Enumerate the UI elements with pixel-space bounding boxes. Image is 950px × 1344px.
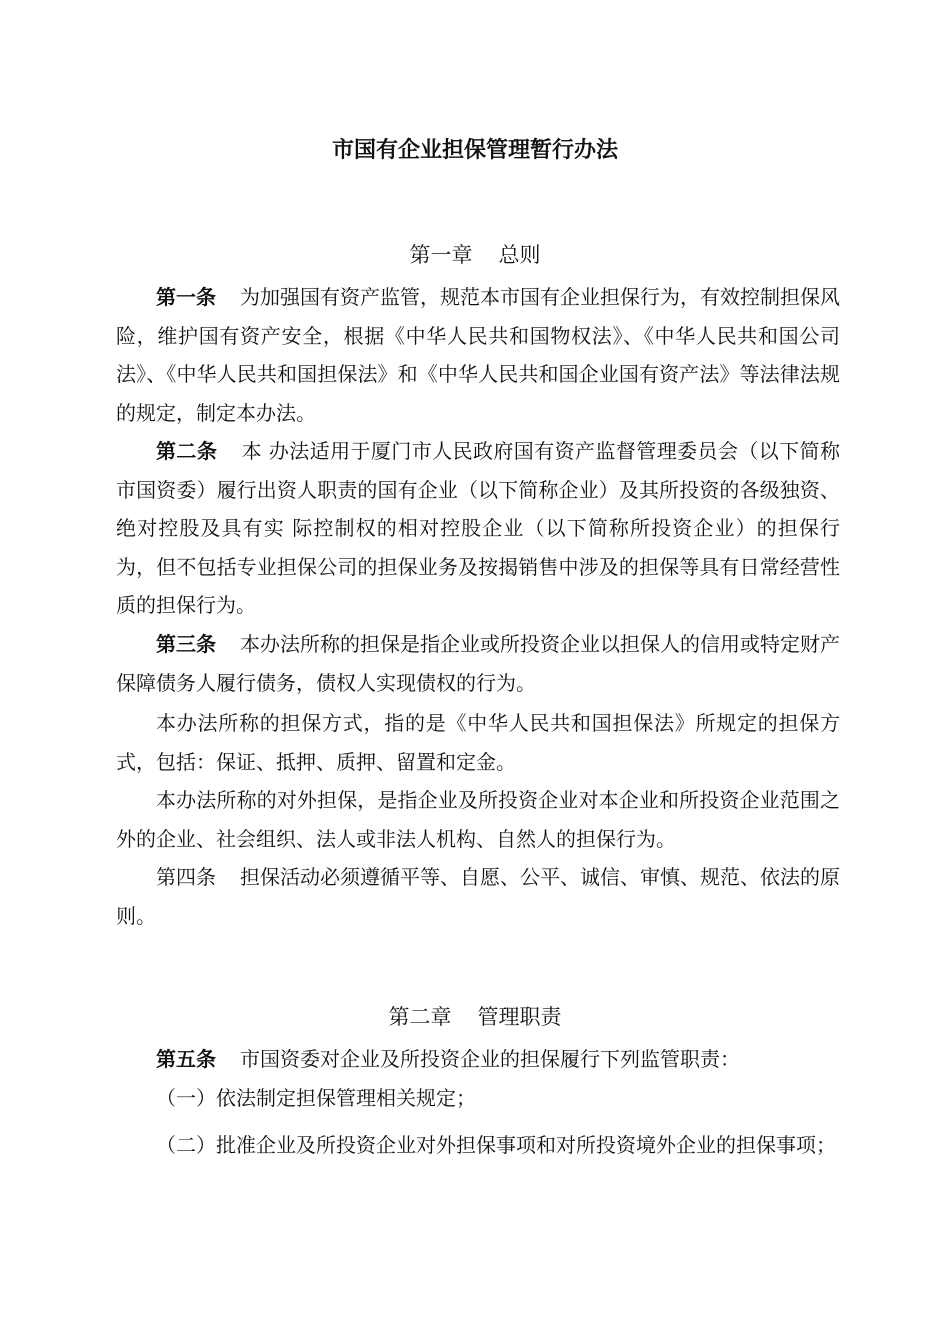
chapter-number: 第一章 [409, 243, 473, 267]
article-text: 本 办法适用于厦门市人民政府国有资产监督管理委员会（以下简称市国资委）履行出资人职责的国有企业（以下简称企业）及其所投资的各级独资、绝对控股及具有实 际控制权的相对控股企业（以下简称所投资企业）的担保行为，但不包括专业担保公司的担保业务及按揭销售中涉及的担保等具有日常经营性质的担保行为。 [116, 439, 841, 617]
article-3-paragraph-2: 本办法所称的担保方式，指的是《中华人民共和国担保法》所规定的担保方式，包括：保证、抵押、质押、留置和定金。 [116, 711, 840, 774]
article-text: 本办法所称的担保是指企业或所投资企业以担保人的信用或特定财产保障债务人履行债务，债权人实现债权的行为。 [116, 632, 840, 695]
article-3-paragraph-3: 本办法所称的对外担保，是指企业及所投资企业对本企业和所投资企业范围之外的企业、社会组织、法人或非法人机构、自然人的担保行为。 [116, 788, 840, 851]
article-text: 市国资委对企业及所投资企业的担保履行下列监管职责： [240, 1047, 740, 1071]
article-5 [116, 1040, 840, 1079]
chapter-name: 管理职责 [477, 1005, 562, 1029]
article-1 [116, 278, 840, 432]
article-4 [116, 858, 840, 935]
chapter-name: 总则 [498, 243, 541, 267]
article-label: 第二条 [156, 439, 218, 463]
article-text: 为加强国有资产监管，规范本市国有企业担保行为，有效控制担保风险，维护国有资产安全，根据《中华人民共和国物权法》、《中华人民共和国公司法》、《中华人民共和国担保法》和《中华人民共和国企业国有资产法》等法律法规的规定，制定本办法。 [116, 285, 840, 425]
article-label: 第三条 [156, 632, 216, 656]
chapter-heading-2 [0, 1001, 950, 1031]
article-3 [116, 625, 840, 702]
article-2 [116, 432, 840, 625]
list-item-1: （一）依法制定担保管理相关规定； [156, 1086, 476, 1110]
article-text: 担保活动必须遵循平等、自愿、公平、诚信、审慎、规范、依法的原则。 [116, 865, 840, 928]
document-title: 市国有企业担保管理暂行办法 [331, 138, 618, 163]
chapter-number: 第二章 [388, 1005, 452, 1029]
article-label: 第四条 [156, 865, 216, 889]
article-label: 第一条 [156, 285, 216, 309]
chapter-heading-1 [0, 239, 950, 269]
article-label: 第五条 [156, 1047, 216, 1071]
list-item-2: （二）批准企业及所投资企业对外担保事项和对所投资境外企业的担保事项； [156, 1133, 836, 1157]
